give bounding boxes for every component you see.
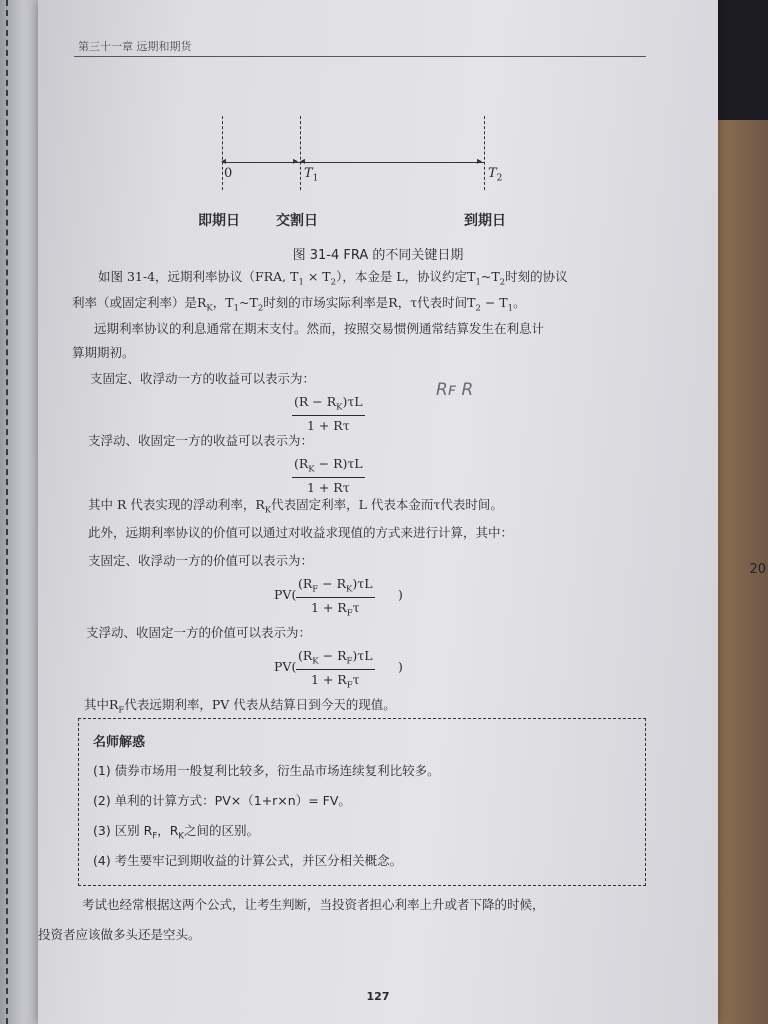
tick-t2: $T_2$ xyxy=(488,166,503,184)
arrow-right-icon: ▸ xyxy=(477,156,483,167)
left-dashed-border xyxy=(6,0,8,1024)
arrow-left-icon: ◂ xyxy=(300,156,306,167)
tick-t1: $T_1$ xyxy=(304,166,319,184)
paragraph-exam-tip: 考试也经常根据这两个公式，让考生判断，当投资者担心利率上升或者下降的时候， xyxy=(82,897,545,912)
formula-pay-float-value: PV( $(R_K - R_F)\tau L$ $1 + R_F\tau$ ) xyxy=(274,648,403,690)
tips-item-2: (2) 单利的计算方式：PV×（1+r×n）= FV。 xyxy=(93,793,351,808)
paragraph-variable-definitions: 其中 R 代表实现的浮动利率，$R_K$代表固定利率，L 代表本金而τ代表时间。 xyxy=(88,497,503,516)
paragraph-intro-line1: 如图 31-4，远期利率协议（FRA, $T_1 \times T_2$），本金是 L，协议约定$T_1\sim T_2$时刻的协议 xyxy=(98,269,568,288)
tips-box xyxy=(78,718,646,886)
paragraph-interest-payment: 远期利率协议的利息通常在期末支付。然而，按照交易惯例通常结算发生在利息计 xyxy=(94,321,545,336)
paragraph-intro-line2: 利率（或固定利率）是$R_K$，$T_1\sim T_2$时刻的市场实际利率是R，τ代表时间$T_2 - T_1$。 xyxy=(72,295,526,314)
label-maturity-date: 到期日 xyxy=(464,213,506,229)
paragraph-pay-float-value: 支浮动、收固定一方的价值可以表示为： xyxy=(86,625,312,640)
chapter-header: 第三十一章 远期和期货 xyxy=(78,40,192,53)
tips-item-1: (1) 债券市场用一般复利比较多，衍生品市场连续复利比较多。 xyxy=(93,763,440,778)
adjacent-page-number: 20 xyxy=(749,562,766,577)
settlement-date-line xyxy=(300,116,301,190)
header-rule xyxy=(74,56,646,57)
spot-date-line xyxy=(222,116,223,190)
paragraph-interest-payment-cont: 算期期初。 xyxy=(72,345,135,360)
paragraph-pay-float-payoff: 支浮动、收固定一方的收益可以表示为： xyxy=(88,433,314,448)
paragraph-exam-tip-cont: 投资者应该做多头还是空头。 xyxy=(38,927,201,942)
book-page xyxy=(38,0,718,1024)
paragraph-pay-fixed-value: 支固定、收浮动一方的价值可以表示为： xyxy=(88,553,314,568)
tips-item-3: (3) 区别 $R_F$，$R_K$之间的区别。 xyxy=(93,823,260,842)
formula-pay-float-payoff: $\frac{(R_K - R)\tau L}{1 + R\tau}$ xyxy=(294,456,363,495)
tips-box-title: 名师解惑 xyxy=(93,735,146,750)
fra-timeline-diagram xyxy=(188,110,568,240)
arrow-left-icon: ◂ xyxy=(221,156,227,167)
page-number: 127 xyxy=(366,990,390,1003)
handwritten-note: Rꜰ R xyxy=(436,380,474,400)
label-spot-date: 即期日 xyxy=(198,213,240,229)
tick-zero: 0 xyxy=(224,166,233,181)
formula-pay-fixed-payoff: $\frac{(R - R_K)\tau L}{1 + R\tau}$ xyxy=(294,394,363,433)
paragraph-valuation: 此外，远期利率协议的价值可以通过对收益求现值的方式来进行计算，其中： xyxy=(88,525,514,540)
paragraph-pay-fixed-payoff: 支固定、收浮动一方的收益可以表示为： xyxy=(90,371,316,386)
arrow-right-icon: ▸ xyxy=(293,156,299,167)
figure-caption: 图 31-4 FRA 的不同关键日期 xyxy=(292,248,464,263)
label-settlement-date: 交割日 xyxy=(276,213,318,229)
paragraph-forward-rate-definition: 其中$R_F$代表远期利率，PV 代表从结算日到今天的现值。 xyxy=(84,697,396,716)
tips-item-4: (4) 考生要牢记到期收益的计算公式，并区分相关概念。 xyxy=(93,853,403,868)
formula-pay-fixed-value: PV( $(R_F - R_K)\tau L$ $1 + R_F\tau$ ) xyxy=(274,576,403,618)
timeline-axis xyxy=(222,162,484,163)
maturity-date-line xyxy=(484,116,485,190)
